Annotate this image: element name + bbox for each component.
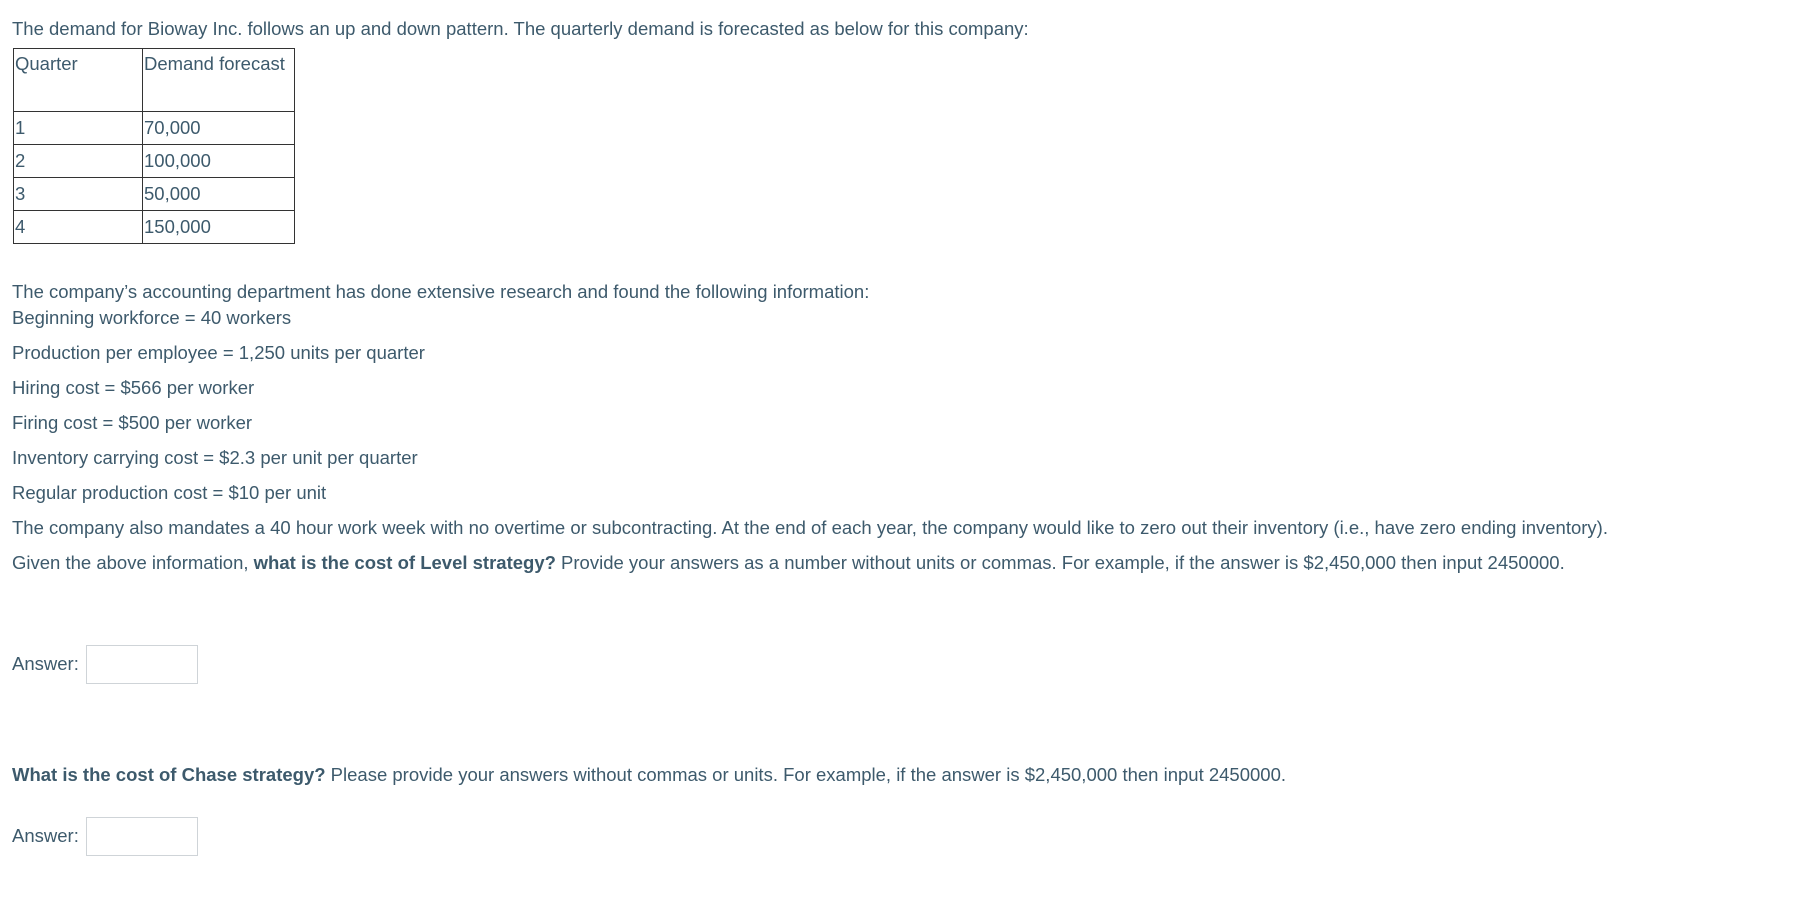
table-header-row <box>14 49 295 112</box>
question-level-suffix: Provide your answers as a number without units or commas. For example, if the answer is $2,450,000 then input 2450000. <box>555 552 1565 573</box>
demand-forecast-table <box>13 48 295 244</box>
beginning-workforce: Beginning workforce = 40 workers <box>12 307 292 328</box>
quarter-cell <box>14 178 143 211</box>
demand-value: 70,000 <box>144 117 201 138</box>
accounting-intro: The company’s accounting department has done extensive research and found the following information: <box>12 281 870 302</box>
quarter-value: 1 <box>15 117 26 138</box>
question-level-prefix: Given the above information, <box>12 552 254 573</box>
demand-value: 50,000 <box>144 183 201 204</box>
info-firing-cost: Firing cost = $500 per worker <box>12 412 253 433</box>
table-row <box>14 145 295 178</box>
header-demand-forecast: Demand forecast <box>143 49 295 112</box>
info-inventory-carrying-cost: Inventory carrying cost = $2.3 per unit per quarter <box>12 447 418 468</box>
quarter-cell <box>14 145 143 178</box>
info-regular-production-cost: Regular production cost = $10 per unit <box>12 482 327 503</box>
answer-label: Answer: <box>12 653 79 674</box>
chase-strategy-answer-input[interactable] <box>86 817 198 856</box>
table-row <box>14 178 295 211</box>
level-strategy-answer-input[interactable] <box>86 645 198 684</box>
quarter-value: 2 <box>15 150 26 171</box>
demand-cell <box>143 145 295 178</box>
quarter-cell <box>14 211 143 244</box>
answer-row-chase <box>12 814 1802 858</box>
demand-value: 150,000 <box>144 216 211 237</box>
table-row <box>14 211 295 244</box>
demand-cell <box>143 112 295 145</box>
info-hiring-cost: Hiring cost = $566 per worker <box>12 377 255 398</box>
demand-value: 100,000 <box>144 150 211 171</box>
quarter-value: 4 <box>15 216 26 237</box>
answer-row-level <box>12 642 1802 686</box>
info-production-per-employee: Production per employee = 1,250 units per quarter <box>12 342 425 363</box>
answer-label: Answer: <box>12 825 79 846</box>
demand-cell <box>143 178 295 211</box>
intro-text: The demand for Bioway Inc. follows an up and down pattern. The quarterly demand is forecasted as below for this company: <box>12 18 1029 39</box>
table-row <box>14 112 295 145</box>
quarter-value: 3 <box>15 183 26 204</box>
question-level-strategy <box>12 550 1802 576</box>
quarter-cell <box>14 112 143 145</box>
question-chase-suffix: Please provide your answers without commas or units. For example, if the answer is $2,450,000 then input 2450000. <box>325 764 1287 785</box>
info-work-week-policy: The company also mandates a 40 hour work week with no overtime or subcontracting. At the end of each year, the company would like to zero out their inventory (i.e., have zero ending inventory). <box>12 517 1608 538</box>
question-chase-strategy <box>12 762 1802 788</box>
question-page <box>12 16 1802 858</box>
demand-cell <box>143 211 295 244</box>
question-level-bold: what is the cost of Level strategy? <box>253 552 556 573</box>
question-chase-bold: What is the cost of Chase strategy? <box>12 764 326 785</box>
header-quarter: Quarter <box>14 49 143 112</box>
